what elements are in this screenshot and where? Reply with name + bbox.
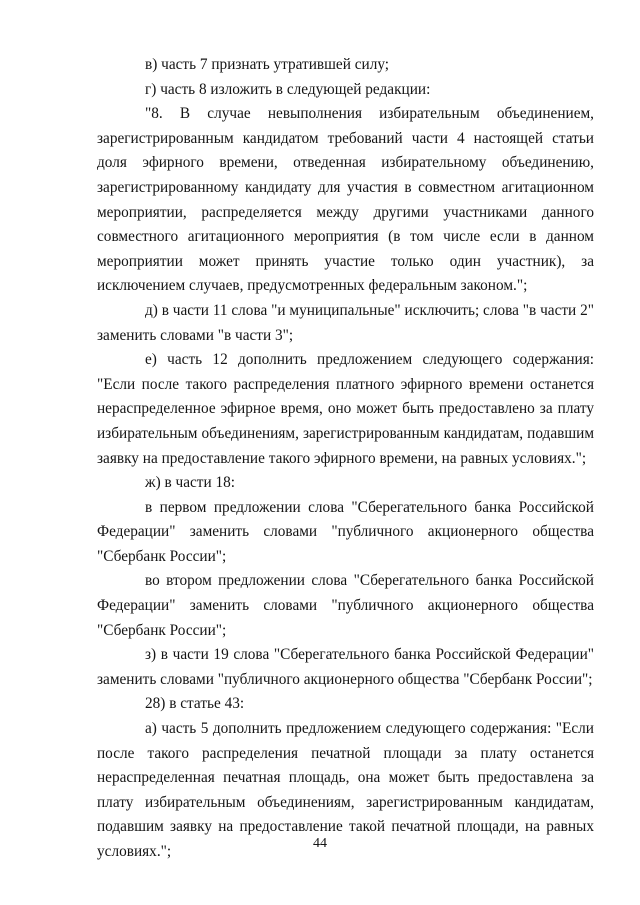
paragraph-item-a: а) часть 5 дополнить предложением следующего содержания: "Если после такого распределения печатной площади за плату останется нераспределенная печатная площадь, она может быть предоставлена за плату избирательным объединениям, зарегистрированным кандидатам, подавшим заявку на предоставление такой печатной площади, на равных условиях.";: [97, 720, 594, 860]
paragraph-item-e: е) часть 12 дополнить предложением следующего содержания: "Если после такого распределения платного эфирного времени останется нераспределенное эфирное время, оно может быть предоставлено за плату избирательным объединениям, зарегистрированным кандидатам, подавшим заявку на предоставление такого эфирного времени, на равных условиях.";: [97, 351, 594, 467]
paragraph-item-g: г) часть 8 изложить в следующей редакции:: [145, 80, 431, 98]
paragraph-first-sentence: в первом предложении слова "Сберегательного банка Российской Федерации" заменить словами "публичного акционерного общества "Сбербанк России";: [97, 498, 594, 565]
paragraph-point-28: 28) в статье 43:: [145, 695, 245, 713]
paragraph-item-d: д) в части 11 слова "и муниципальные" исключить; слова "в части 2" заменить словами "в части 3";: [97, 301, 594, 344]
document-body: [97, 53, 594, 865]
paragraph-item-z: з) в части 19 слова "Сберегательного банка Российской Федерации" заменить словами "публичного акционерного общества "Сбербанк России";: [97, 646, 594, 688]
paragraph-part-8-text: "8. В случае невыполнения избирательным объединением, зарегистрированным кандидатом требований части 4 настоящей статьи доля эфирного времени, отведенная избирательному объединению, зарегистрированному кандидату для участия в совместном агитационном мероприятии, распределяется между другими участниками данного совместного агитационного мероприятия (в том числе если в данном мероприятии может принять участие только один участник), за исключением случаев, предусмотренных федеральным законом.";: [97, 105, 594, 295]
paragraph-item-v: в) часть 7 признать утратившей силу;: [145, 56, 390, 73]
paragraph-item-zh: ж) в части 18:: [145, 474, 236, 492]
paragraph-second-sentence: во втором предложении слова "Сберегательного банка Российской Федерации" заменить словами "публичного акционерного общества "Сбербанк России";: [97, 572, 594, 639]
page-number: 44: [313, 836, 327, 851]
